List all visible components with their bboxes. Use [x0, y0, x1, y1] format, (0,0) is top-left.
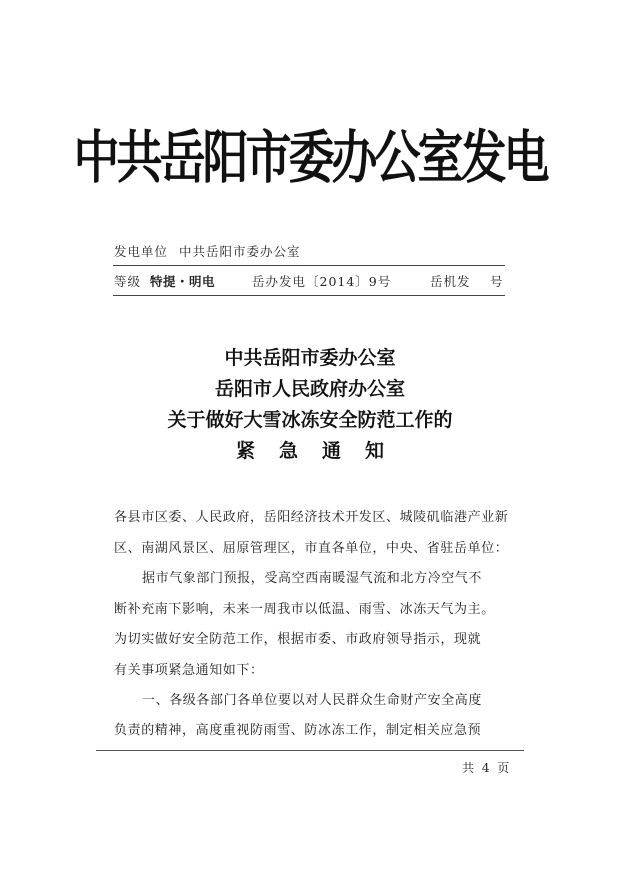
body-line-5: 为切实做好安全防范工作，根据市委、市政府领导指示，现就 — [114, 632, 482, 647]
ref-label: 岳机发 — [430, 274, 471, 289]
body-line-3: 据市气象部门预报，受高空西南暖湿气流和北方冷空气不 — [142, 571, 483, 586]
footer-rule — [96, 750, 524, 751]
title-line-1: 中共岳阳市委办公室 — [224, 347, 396, 369]
body-line-2: 区、南湖风景区、屈原管理区，市直各单位，中央、省驻岳单位： — [114, 541, 509, 556]
header-rule-1 — [113, 265, 505, 266]
title-line-2: 岳阳市人民政府办公室 — [214, 378, 405, 400]
sender-label: 发电单位 — [114, 244, 169, 259]
grade-line — [114, 274, 506, 290]
ref-suffix: 号 — [490, 274, 504, 289]
doc-number: 岳办发电〔2014〕9号 — [252, 274, 392, 289]
body-line-7: 一、各级各部门各单位要以对人民群众生命财产安全高度 — [142, 693, 483, 708]
body-line-1: 各县市区委、人民政府，岳阳经济技术开发区、城陵矶临港产业新 — [114, 510, 509, 525]
body-line-6: 有关事项紧急通知如下： — [114, 663, 264, 678]
grade-value: 特提・明电 — [150, 274, 216, 289]
body-line-8: 负责的精神，高度重视防雨雪、防冰冻工作，制定相关应急预 — [114, 723, 482, 738]
title-line-3: 关于做好大雪冰冻安全防范工作的 — [167, 409, 453, 431]
sender-name: 中共岳阳市委办公室 — [179, 244, 301, 259]
grade-label: 等级 — [114, 274, 142, 289]
sender-line — [114, 244, 301, 260]
header-rule-2 — [113, 295, 505, 296]
masthead-title: 中共岳阳市委办公室发电 — [73, 123, 547, 191]
masthead — [0, 122, 620, 192]
body-line-4: 断补充南下影响，未来一周我市以低温、雨雪、冰冻天气为主。 — [114, 602, 495, 617]
page-count: 共 4 页 — [462, 761, 512, 775]
title-line-4: 紧急通知 — [235, 440, 408, 462]
